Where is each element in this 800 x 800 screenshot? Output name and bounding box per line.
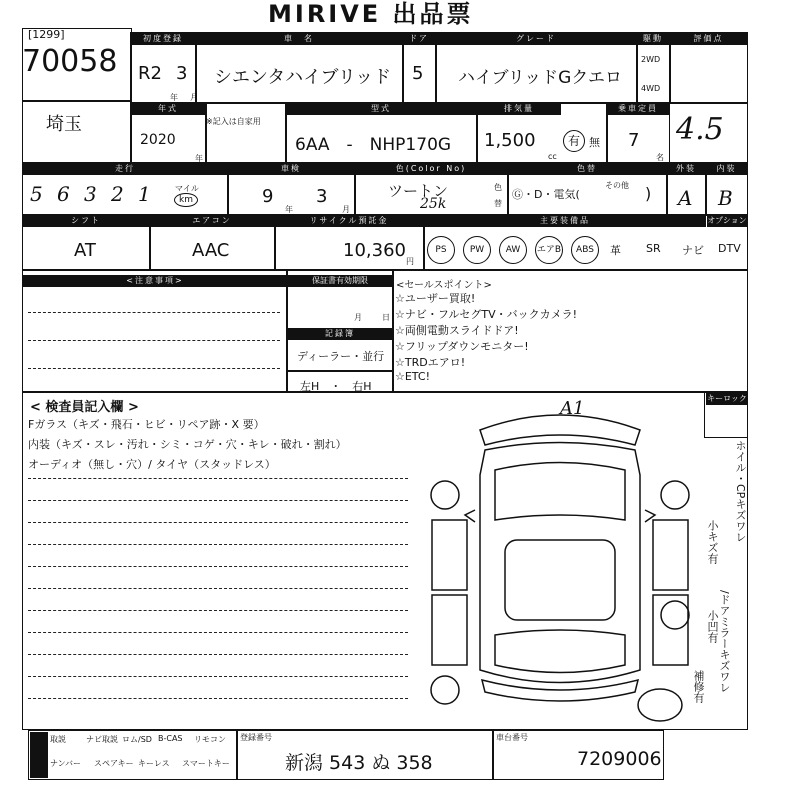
- displacement-header: 排気量: [477, 103, 561, 115]
- shift-header: シフト: [23, 215, 149, 227]
- displacement-value: 1,500: [484, 130, 536, 151]
- mileage-digit: 1: [138, 182, 151, 206]
- drive-4wd: 4WD: [641, 84, 661, 93]
- first-reg-month: 3: [176, 63, 188, 84]
- notes-header: <注意事項>: [23, 275, 287, 287]
- color-code: 25k: [420, 196, 447, 212]
- equipment-list: [424, 230, 748, 270]
- warranty-month-label: 月: [354, 313, 362, 322]
- dot-line: [28, 566, 408, 567]
- equipment-1: PW: [463, 236, 491, 264]
- side-note: 小キズ有: [706, 520, 719, 564]
- diagram-mark: A1: [560, 398, 585, 419]
- dot-line: [28, 522, 408, 523]
- left-rear-wheel: [431, 676, 459, 704]
- cc-label: cc: [548, 152, 557, 161]
- sales-point: ☆ユーザー買取!: [395, 292, 476, 305]
- keylock-box: [704, 392, 748, 438]
- inspector-line: 内装（キズ・スレ・汚れ・シミ・コゲ・穴・キレ・破れ・割れ）: [28, 438, 347, 451]
- exterior-header: 外装: [667, 163, 705, 175]
- divider: [606, 102, 608, 164]
- inspector-line: オーディオ（無し・穴）/ タイヤ（スタッドレス）: [28, 458, 276, 471]
- chassis-header: 車台番号: [496, 733, 528, 742]
- note-line: [28, 368, 280, 369]
- divider: [274, 214, 276, 270]
- dot-line: [28, 588, 408, 589]
- doors-value: 5: [412, 63, 424, 84]
- bottom-label: スマートキー: [182, 759, 230, 768]
- equipment-4: ABS: [571, 236, 599, 264]
- option-header: オプション: [707, 216, 747, 225]
- exterior-grade: A: [678, 186, 693, 210]
- sales-header: <セールスポイント>: [396, 280, 492, 291]
- yen-label: 円: [406, 257, 414, 266]
- spare-wheel: [638, 689, 682, 721]
- rating-header: 評価点: [670, 33, 747, 45]
- equipment-3: エアB: [535, 236, 563, 264]
- aircon-value: AAC: [192, 240, 230, 261]
- side-note: 補修有: [692, 670, 705, 703]
- shaken-year: 9: [262, 186, 274, 207]
- note-line: [28, 312, 280, 313]
- year-label-2: 年: [195, 154, 203, 163]
- mileage-digit: 5: [30, 182, 43, 206]
- bottom-side-label: [30, 732, 48, 778]
- side-note: 小凹有: [706, 610, 719, 643]
- dot-line: [28, 632, 408, 633]
- sales-point: ☆TRDエアロ!: [395, 356, 466, 369]
- color-change-header: 色替: [508, 163, 666, 175]
- inspector-header: < 検査員記入欄 >: [30, 400, 139, 415]
- mileage-unit-km: km: [174, 193, 198, 207]
- mileage-digit: 3: [84, 182, 97, 206]
- warranty-header: 保証書有効期限: [288, 275, 392, 287]
- model-year: 2020: [140, 132, 176, 148]
- bottom-label: ナンバー: [50, 759, 82, 768]
- model-code: 6AA - NHP170G: [295, 135, 452, 155]
- trunk: [495, 630, 625, 673]
- dot-line: [28, 698, 408, 699]
- divider: [392, 270, 394, 392]
- dot-line: [28, 544, 408, 545]
- lot-number: 70058: [22, 44, 118, 79]
- dot-line: [28, 500, 408, 501]
- model-header: 型式: [286, 103, 476, 115]
- color-options: Ⓖ・D・電気(: [512, 188, 580, 201]
- interior-grade: B: [718, 186, 733, 210]
- chassis-number: 7209006: [577, 748, 662, 770]
- bottom-label: リモコン: [194, 735, 226, 744]
- right-front-wheel: [661, 481, 689, 509]
- dealer-value: ディーラー・並行: [297, 350, 385, 363]
- right-door-front: [653, 520, 688, 590]
- divider: [205, 102, 207, 164]
- warranty-day-label: 日: [382, 313, 390, 322]
- reg-number-header: 登録番号: [240, 733, 272, 742]
- model-year-header: 年式: [131, 103, 205, 115]
- turbo-yes: 有: [563, 130, 585, 152]
- shaken-month: 3: [316, 186, 328, 207]
- divider: [492, 730, 494, 780]
- car-name: シエンタハイブリッド: [214, 67, 392, 88]
- car-name-header: 車 名: [196, 33, 402, 45]
- page-title: MIRIVE 出品票: [268, 0, 474, 28]
- bottom-label: B-CAS: [158, 734, 183, 743]
- color-header: 色(Color No): [355, 163, 507, 175]
- first-reg-header: 初度登録: [131, 33, 195, 45]
- mileage-header: 走行: [23, 163, 227, 175]
- note-line: [28, 340, 280, 341]
- reg-number: 新潟 543 ぬ 358: [285, 752, 433, 774]
- divider: [236, 730, 238, 780]
- car-diagram: [420, 400, 700, 725]
- maintenance-header: 記録簿: [288, 328, 392, 340]
- mileage-digit: 6: [57, 182, 70, 206]
- steering-value: 左H ・ 右H: [300, 380, 372, 393]
- equipment-7: ナビ: [682, 244, 704, 257]
- dot-line: [28, 676, 408, 677]
- rating-value: 4.5: [676, 112, 724, 147]
- mileage-unit-mile: マイル: [175, 184, 199, 193]
- mileage-digit: 2: [111, 182, 124, 206]
- front-bumper: [480, 415, 640, 445]
- hood: [495, 463, 625, 521]
- paint-label2: 替: [494, 199, 502, 208]
- turbo-no: 無: [589, 136, 600, 149]
- divider: [354, 162, 356, 216]
- sales-point: ☆両側電動スライドドア!: [395, 324, 519, 337]
- roof: [505, 540, 615, 620]
- passengers-unit: 名: [656, 153, 664, 162]
- inspector-line: Fガラス（キズ・飛石・ヒビ・リペア跡・X 要）: [28, 418, 265, 431]
- equipment-0: PS: [427, 236, 455, 264]
- divider: [227, 162, 229, 216]
- divider: [507, 162, 509, 216]
- equipment-8: DTV: [718, 242, 741, 255]
- side-note: ホイル・CPキズワレ: [734, 440, 747, 543]
- equipment-header: 主要装備品: [424, 215, 706, 227]
- recycle-amount: 10,360: [343, 240, 406, 261]
- sales-point: ☆ナビ・フルセグTV・バックカメラ!: [395, 308, 578, 321]
- equipment-5: 革: [610, 244, 621, 257]
- right-mid-wheel: [661, 601, 689, 629]
- drive-header: 駆動: [637, 33, 669, 45]
- left-front-wheel: [431, 481, 459, 509]
- divider: [402, 32, 404, 104]
- bottom-label: キーレス: [138, 759, 170, 768]
- doors-header: ドア: [403, 33, 435, 45]
- equipment-6: SR: [646, 242, 661, 255]
- bottom-label: スペアキー: [94, 759, 134, 768]
- color-value: ツートン: [388, 182, 449, 200]
- aircon-header: エアコン: [150, 215, 274, 227]
- divider: [22, 100, 132, 102]
- passengers-value: 7: [628, 130, 640, 151]
- side-note: /ドアミラーキズワレ: [718, 590, 731, 693]
- passengers-header: 乗車定員: [607, 103, 669, 115]
- paint-label: 色: [494, 183, 502, 192]
- divider: [476, 102, 478, 164]
- grade-value: ハイブリッドGクエロ: [458, 68, 622, 88]
- right-door-rear: [653, 595, 688, 665]
- bottom-label: ナビ取説: [86, 735, 118, 744]
- divider: [286, 370, 392, 372]
- divider: [435, 32, 437, 104]
- recycle-header: リサイクル預託金: [275, 215, 423, 227]
- sales-point: ☆フリップダウンモニター!: [395, 340, 529, 353]
- divider: [666, 162, 668, 216]
- lot-code: [1299]: [28, 28, 65, 41]
- first-reg-era: R2: [138, 63, 162, 84]
- dot-line: [28, 478, 408, 479]
- model-year-note: ※記入は自家用: [206, 117, 261, 126]
- divider: [285, 102, 287, 164]
- bottom-label: ロム/SD: [122, 735, 152, 744]
- shaken-month-label: 月: [342, 205, 350, 214]
- equipment-2: AW: [499, 236, 527, 264]
- shaken-header: 車検: [228, 163, 354, 175]
- divider: [705, 162, 707, 216]
- month-label: 月: [190, 93, 198, 102]
- shaken-year-label: 年: [285, 205, 293, 214]
- dot-line: [28, 654, 408, 655]
- divider: [669, 32, 671, 104]
- divider: [636, 32, 638, 104]
- dot-line: [28, 610, 408, 611]
- color-close: ): [645, 184, 652, 203]
- interior-header: 内装: [706, 163, 747, 175]
- left-door-front: [432, 520, 467, 590]
- grade-header: グレード: [436, 33, 636, 45]
- sales-point: ☆ETC!: [395, 370, 430, 383]
- keylock-header: キーロック: [707, 394, 747, 403]
- year-label: 年: [170, 93, 178, 102]
- divider: [149, 214, 151, 270]
- drive-2wd: 2WD: [641, 55, 661, 64]
- shift-value: AT: [74, 240, 96, 261]
- prefecture: 埼玉: [46, 114, 82, 135]
- bottom-label: 取説: [50, 735, 66, 744]
- left-door-rear: [432, 595, 467, 665]
- color-other: その他: [605, 181, 629, 190]
- body-outline: [480, 443, 640, 683]
